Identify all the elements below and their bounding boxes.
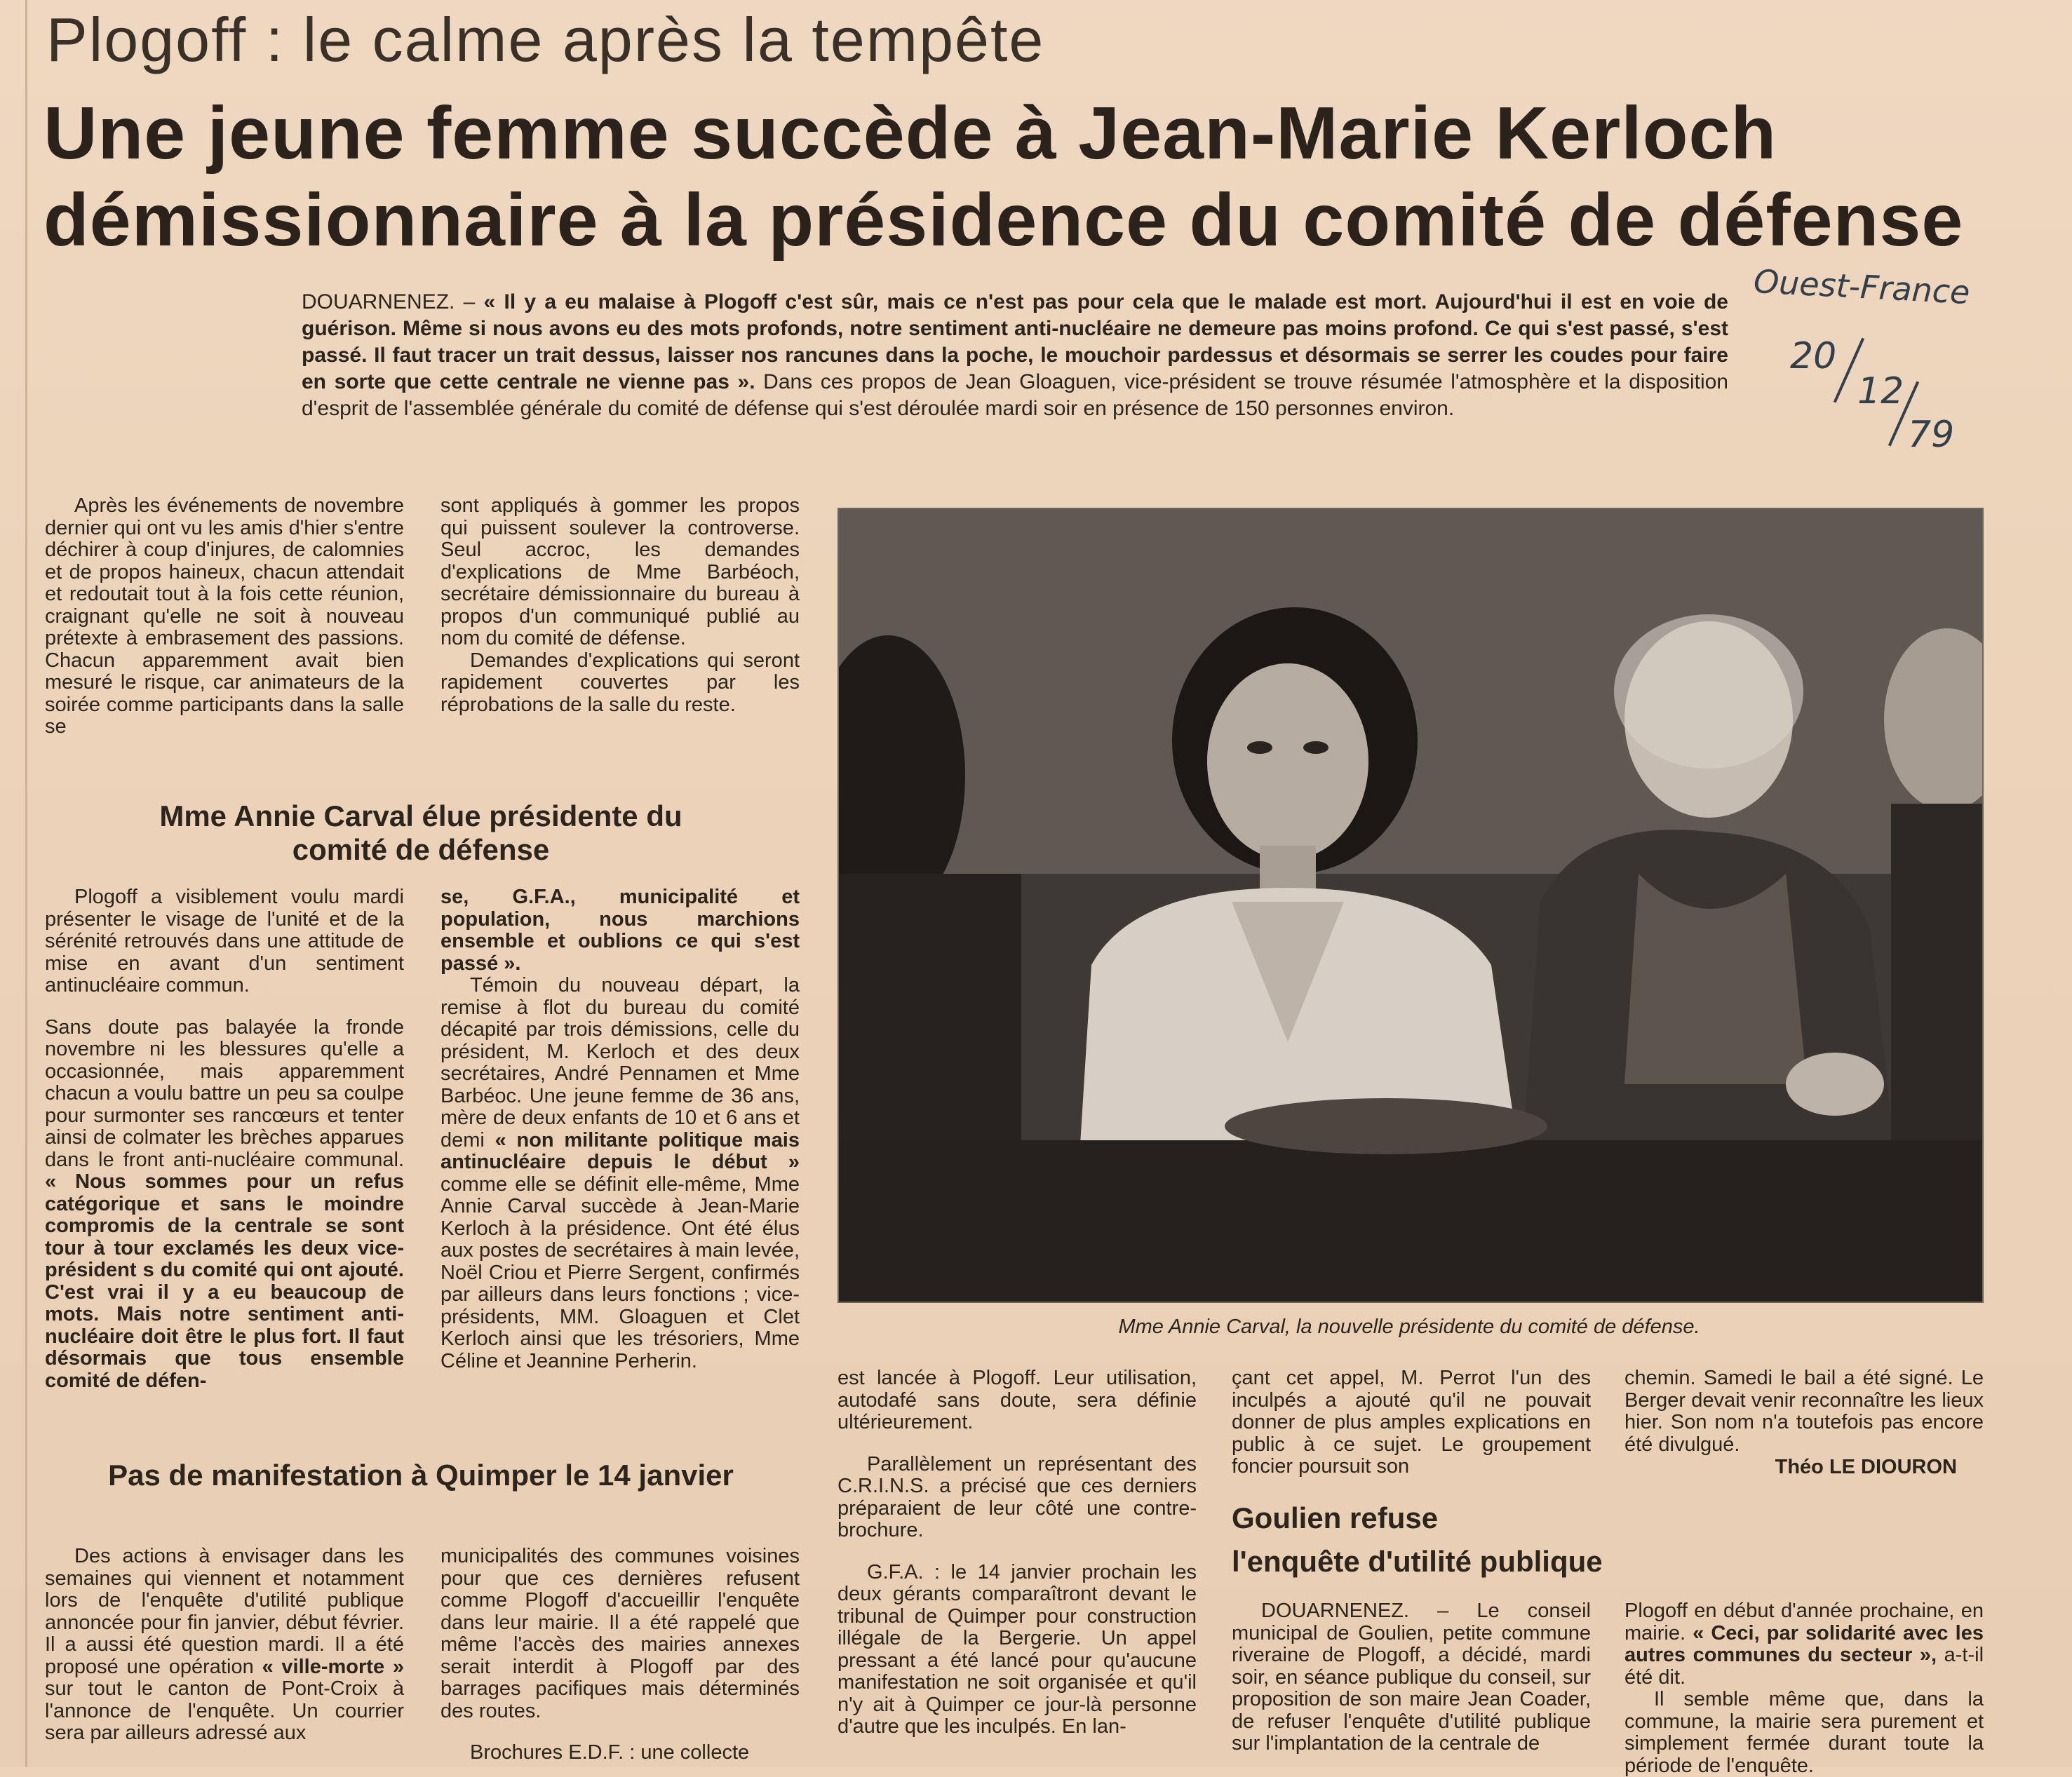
bold-quote: se, G.F.A., municipalité et population, nous marchions ensemble et oublions ce qui s'est passé ».	[440, 886, 800, 975]
photo-caption: Mme Annie Carval, la nouvelle présidente du comité de défense.	[1118, 1316, 1700, 1338]
column-2-middle	[440, 886, 800, 1372]
body-paragraph: chemin. Samedi le bail a été signé. Le Berger devait venir reconnaître les lieux hier. Son nom n'a toutefois pas encore été divulgué.	[1624, 1367, 1984, 1456]
column-3	[837, 1367, 1197, 1738]
news-photo	[837, 508, 1984, 1303]
bold-quote: « Nous sommes pour un refus catégorique et sans le moindre compromis de la centrale se sont tour à tour exclamés les deux vice-président s du comité qui ont ajouté. C'est vrai il y a eu beaucoup de mots. Mais notre sentiment anti-nucléaire doit être le plus fort. Il faut désormais que tous ensemble comité de défen-	[45, 1170, 404, 1392]
column-5-top	[1624, 1367, 1984, 1456]
handwritten-date-month: 12	[1857, 370, 1904, 412]
body-paragraph	[440, 975, 800, 1372]
body-text: Témoin du nouveau départ, la remise à flot du bureau du comité décapité par trois démissions, celle du président, M. Kerloch et des deux secrétaires, André Pennamen et Mme Barbéoc. Une jeune femme de 36 ans, mère de deux enfants de 10 et 6 ans et demi	[440, 974, 800, 1151]
lead-body: Dans ces propos de Jean Gloaguen, vice-président se trouve résumée l'atmosphère et la disposition d'esprit de l'assemblée générale du comité de défense qui s'est déroulée mardi soir en présence de 150 personnes environ.	[302, 370, 1728, 420]
body-paragraph: municipalités des communes voisines pour que ces dernières refusent comme Plogoff d'accueillir l'enquête dans leur mairie. Il a été rappelé que même l'accès des mairies annexes serait interdit à Plogoff par des barrages pacifiques mais déterminés des routes.	[440, 1545, 800, 1722]
body-text: comme elle se définit elle-même, Mme Annie Carval succède à Jean-Marie Kerloch à la présidence. Ont été élus aux postes de secrétaires à main levée, Noël Criou et Pierre Sergent, confirmés par ailleurs dans leurs fonctions ; vice-présidents, MM. Gloaguen et Clet Kerloch ainsi que les trésoriers, Mme Céline et Jeannine Perherin.	[440, 1173, 800, 1372]
body-paragraph: sont appliqués à gommer les propos qui puissent soulever la controverse. Seul accroc, les demandes d'explications de Mme Barbéoch, secrétaire démissionnaire du bureau à propos d'un communiqué publié au nom du comité de défense.	[440, 494, 800, 649]
subhead-goulien-2: l'enquête d'utilité publique	[1232, 1545, 1603, 1578]
body-paragraph	[45, 1546, 404, 1745]
column-4-bottom	[1232, 1600, 1591, 1755]
body-text: Des actions à envisager dans les semaines qui viennent et notamment lors de l'enquête d'utilité publique annoncée pour fin janvier, début février. Il a aussi été question mardi. Il a été proposé une opération	[45, 1545, 404, 1678]
column-2-bottom	[440, 1546, 800, 1764]
body-paragraph: Il semble même que, dans la commune, la mairie sera purement et simplement fermée durant toute la période de l'enquête.	[1624, 1688, 1984, 1777]
body-paragraph: G.F.A. : le 14 janvier prochain les deux gérants comparaîtront devant le tribunal de Quimper pour construction illégale de la Bergerie. Un appel pressant a été lancé pour qu'aucune manifestation ne soit organisée et qu'il n'y ait à Quimper ce jour-là personne d'autre que les inculpés. En lan-	[837, 1560, 1197, 1738]
bold-quote: « Ceci, par solidarité avec les autres communes du secteur »,	[1624, 1621, 1984, 1666]
body-paragraph: Parallèlement un représentant des C.R.I.N.S. a précisé que ces derniers préparaient de leur côté une contre-brochure.	[837, 1452, 1197, 1541]
body-paragraph: çant cet appel, M. Perrot l'un des inculpés a ajouté qu'il ne pouvait donner de plus amples explications en public à ce sujet. Le groupement foncier poursuit son	[1232, 1367, 1591, 1478]
bold-quote: « ville-morte »	[262, 1655, 404, 1678]
handwritten-source: Ouest-France	[1752, 262, 1971, 312]
column-5-bottom	[1624, 1600, 1984, 1777]
body-text: sur tout le canton de Pont-Croix à l'annonce de l'enquête. Un courrier sera par ailleurs adressé aux	[45, 1677, 404, 1744]
body-paragraph	[1624, 1600, 1984, 1689]
handwritten-date-year: 79	[1908, 414, 1955, 456]
body-text: Plogoff en début d'année prochaine, en mairie.	[1624, 1600, 1984, 1644]
headline-line-2: démissionnaire à la présidence du comité de défense	[43, 179, 1964, 262]
body-paragraph: Demandes d'explications qui seront rapidement couvertes par les réprobations de la salle du reste.	[440, 649, 800, 716]
body-paragraph: DOUARNENEZ. – Le conseil municipal de Goulien, petite commune riveraine de Plogoff, a décidé, mardi soir, en séance publique du conseil, sur proposition de son maire Jean Coader, de refuser l'enquête d'utilité publique sur l'implantation de la centrale de	[1232, 1600, 1591, 1755]
column-1-top	[45, 495, 404, 738]
lead-dateline: DOUARNENEZ. –	[302, 290, 484, 313]
headline	[43, 90, 2029, 264]
kicker-title: Plogoff : le calme après la tempête	[46, 5, 1045, 74]
body-paragraph: est lancée à Plogoff. Leur utilisation, autodafé sans doute, sera définie ultérieurement.	[837, 1367, 1197, 1433]
body-text: Sans doute pas balayée la fronde novembre ni les blessures qu'elle a occasionnée, mais apparemment chacun a voulu battre un peu sa coulpe pour surmonter ses rancœurs et tenter ainsi de colmater les brèches apparues dans le front anti-nucléaire communal.	[45, 1015, 404, 1171]
handwritten-date-day: 20	[1790, 335, 1837, 377]
column-2-top	[440, 495, 800, 716]
bold-quote: « non militante politique mais antinucléaire depuis le début »	[440, 1128, 800, 1173]
body-paragraph: Brochures E.D.F. : une collecte	[470, 1741, 750, 1764]
body-paragraph	[45, 1017, 404, 1393]
paper-edge-line	[25, 0, 27, 1767]
photo-illustration	[839, 509, 1982, 1302]
subhead-goulien-1: Goulien refuse	[1232, 1501, 1439, 1534]
body-paragraph: Après les événements de novembre dernier qui ont vu les amis d'hier s'entre déchirer à coup d'injures, de calomnies et de propos haineux, chacun attendait et redoutait tout à la fois cette réunion, craignant qu'elle ne soit à nouveau prétexte à embrasement des passions. Chacun apparemment avait bien mesuré le risque, car animateurs de la soirée comme participants dans la salle se	[45, 494, 404, 738]
column-4-top	[1232, 1367, 1591, 1478]
column-1-middle	[45, 886, 404, 1392]
author-signature: Théo LE DIOURON	[1775, 1456, 1957, 1478]
body-text: a-t-il été dit.	[1624, 1644, 1984, 1689]
body-paragraph: Plogoff a visiblement voulu mardi présenter le visage de l'unité et de la sérénité retrouvés dans une attitude de mise en avant d'un sentiment antinucléaire commun.	[45, 886, 404, 996]
headline-line-1: Une jeune femme succède à Jean-Marie Kerloch	[43, 92, 1777, 175]
subhead-election: Mme Annie Carval élue présidente du comité de défense	[159, 799, 682, 866]
subhead-quimper: Pas de manifestation à Quimper le 14 janvier	[108, 1459, 734, 1492]
lead-paragraph	[302, 289, 1728, 422]
column-1-bottom	[45, 1546, 404, 1745]
lead-quote: « Il y a eu malaise à Plogoff c'est sûr, mais ce n'est pas pour cela que le malade est mort. Aujourd'hui il est en voie de guérison. Même si nous avons eu des mots profonds, notre sentiment anti-nucléaire ne demeure pas moins profond. Ce qui s'est passé, s'est passé. Il faut tracer un trait dessus, laisser nos rancunes dans la poche, le mouchoir pardessus et désormais se serrer les coudes pour faire en sorte que cette centrale ne vienne pas ».	[302, 290, 1728, 393]
